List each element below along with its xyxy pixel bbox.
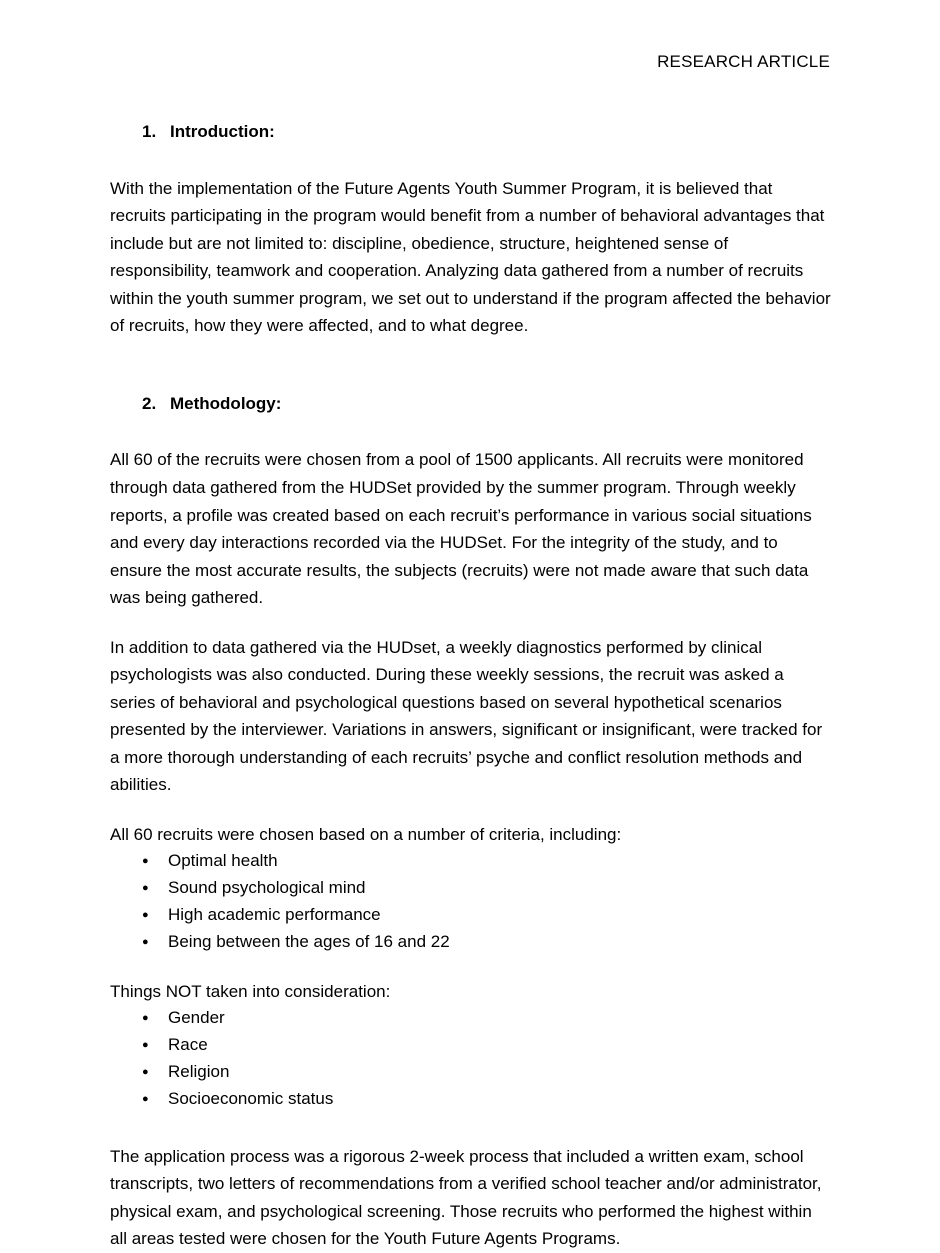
criteria-list-intro: All 60 recruits were chosen based on a number of criteria, including: xyxy=(110,824,622,844)
section-number: 1. xyxy=(142,122,157,141)
section-heading-introduction xyxy=(110,120,832,145)
intro-paragraph-1: With the implementation of the Future Agents Youth Summer Program, it is believed that recruits participating in the program would benefit from a number of behavioral advantages that include but are not limited to: discipline, obedience, structure, heightened sense of responsibility, teamwork and cooperation. Analyzing data gathered from a number of recruits within the youth summer program, we set out to understand if the program affected the behavior of recruits, how they were affected, and to what degree. xyxy=(110,178,831,336)
list-item: ● High academic performance xyxy=(142,902,832,929)
list-item: ● Race xyxy=(142,1032,832,1059)
section-heading-methodology xyxy=(110,392,832,417)
methodology-paragraph-2: In addition to data gathered via the HUDset, a weekly diagnostics performed by clinical psychologists was also conducted. During these weekly sessions, the recruit was asked a series of behavioral and psychological questions based on several hypothetical scenarios presented by the interviewer. Variations in answers, significant or insignificant, were tracked for a more thorough understanding of each recruits’ psyche and conflict resolution methods and abilities. xyxy=(110,637,823,795)
application-process-paragraph: The application process was a rigorous 2-week process that included a written exam, school transcripts, two letters of recommendations from a verified school teacher and/or administrator, physical exam, and psychological screening. Those recruits who performed the highest within all areas tested were chosen for the Youth Future Agents Programs. xyxy=(110,1146,822,1249)
list-item: ● Being between the ages of 16 and 22 xyxy=(142,929,832,956)
section-title: Introduction: xyxy=(170,122,275,141)
methodology-paragraph-1: All 60 of the recruits were chosen from a pool of 1500 applicants. All recruits were monitored through data gathered from the HUDSet provided by the summer program. Through weekly reports, a profile was created based on each recruit’s performance in various social situations and every day interactions recorded via the HUDSet. For the integrity of the study, and to ensure the most accurate results, the subjects (recruits) were not made aware that such data was being gathered. xyxy=(110,450,812,608)
list-item: ● Gender xyxy=(142,1005,832,1032)
section-number: 2. xyxy=(142,393,157,413)
list-item: ● Religion xyxy=(142,1059,832,1086)
page-header-label: RESEARCH ARTICLE xyxy=(657,52,830,71)
criteria-list xyxy=(110,848,832,955)
section-title: Methodology: xyxy=(170,393,282,413)
list-item: ● Sound psychological mind xyxy=(142,875,832,902)
list-item: ● Socioeconomic status xyxy=(142,1086,832,1113)
list-item: ● Optimal health xyxy=(142,848,832,875)
document-body xyxy=(110,120,832,1253)
excluded-list-intro: Things NOT taken into consideration: xyxy=(110,981,391,1001)
excluded-list xyxy=(110,1005,832,1112)
